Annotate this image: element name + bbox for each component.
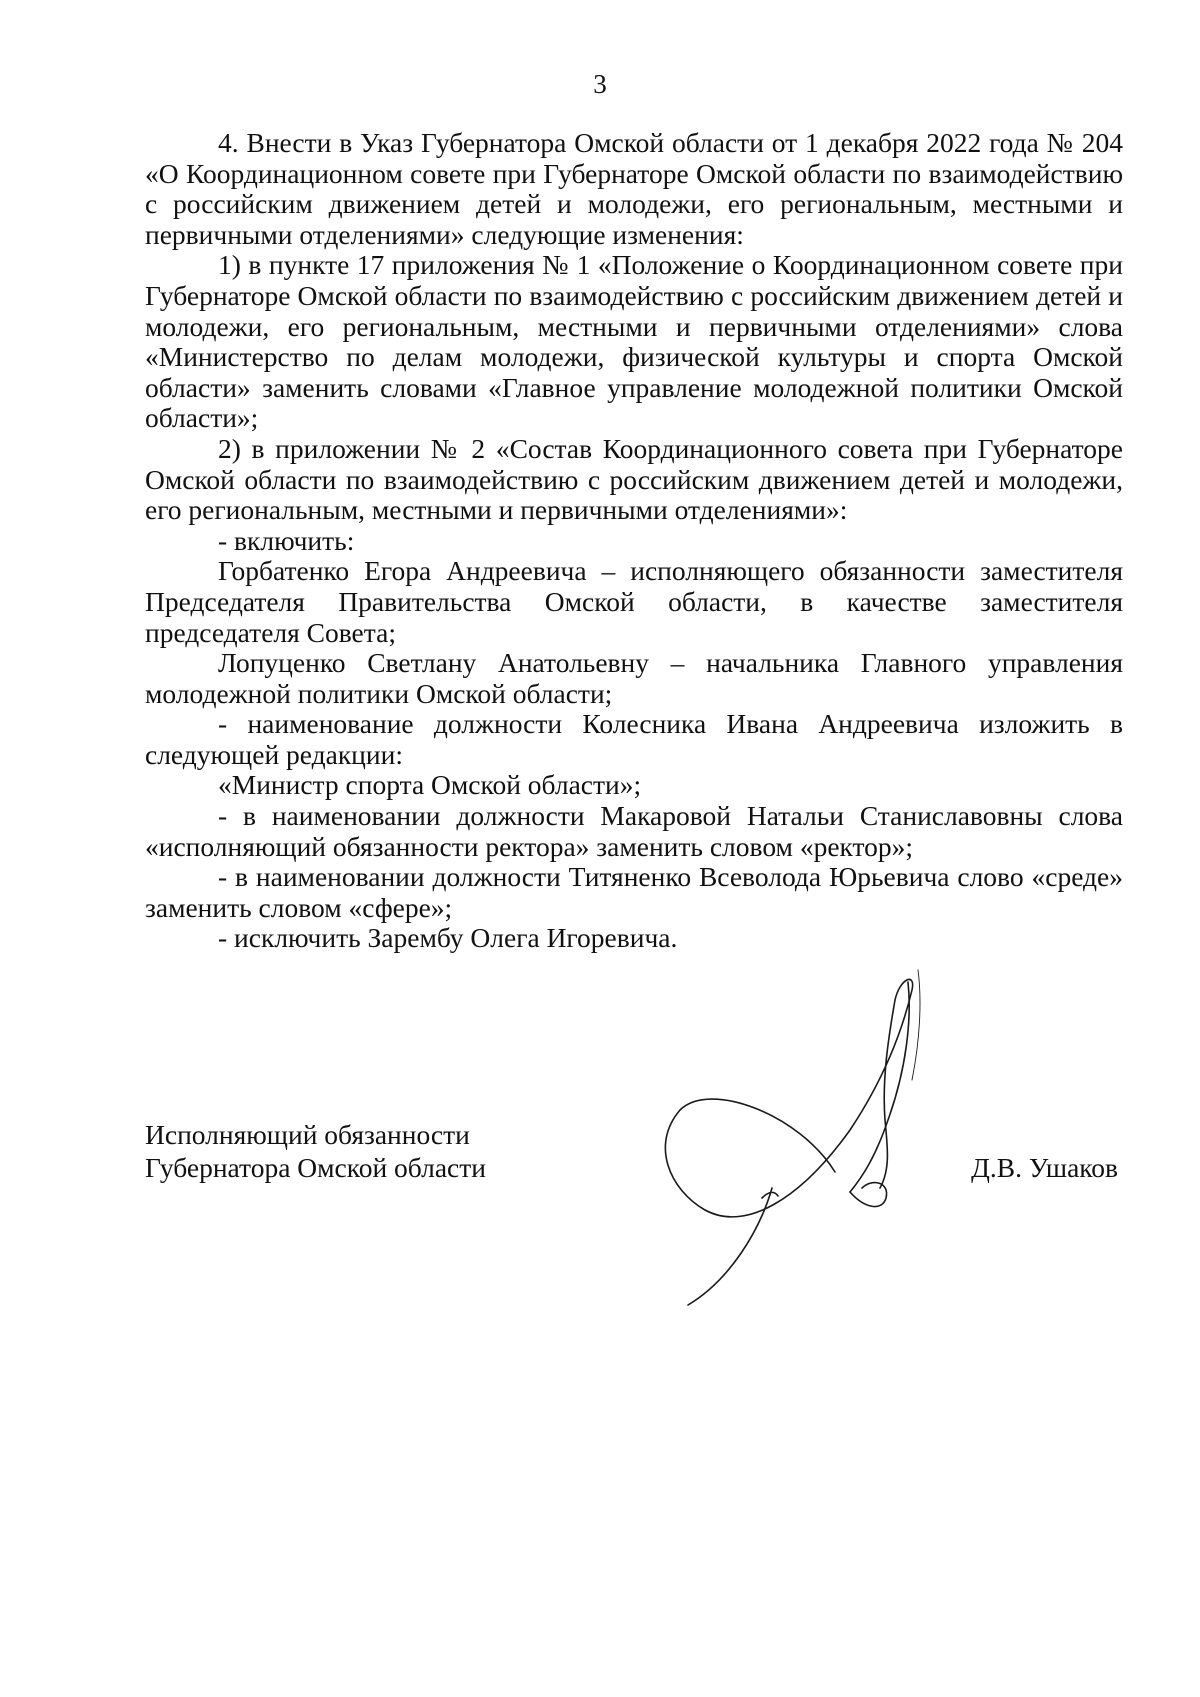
paragraph-tityanenko: - в наименовании должности Титяненко Всеволода Юрьевича слово «среде» заменить словом «сфере»; xyxy=(145,861,1123,923)
paragraph-minister-title: «Министр спорта Омской области»; xyxy=(218,769,642,801)
document-body xyxy=(145,128,1123,954)
signatory-position-line1: Исполняющий обязанности xyxy=(145,1119,470,1150)
page-number: 3 xyxy=(593,69,607,99)
paragraph-exclude: - исключить Зарембу Олега Игоревича. xyxy=(218,922,678,954)
paragraph-subitem-1: 1) в пункте 17 приложения № 1 «Положение о Координационном совете при Губернаторе Омской области по взаимодействию с российским движением детей и молодежи, его региональным, местными и первичными отделениями» слова «Министерство по делам молодежи, физической культуры и спорта Омской области» заменить словами «Главное управление молодежной политики Омской области»; xyxy=(145,249,1123,434)
signatory-name: Д.В. Ушаков xyxy=(971,1152,1118,1183)
handwritten-signature xyxy=(650,960,970,1320)
paragraph-makarova: - в наименовании должности Макаровой Натальи Станиславовны слова «исполняющий обязанности ректора» заменить словом «ректор»; xyxy=(145,800,1123,862)
paragraph-kolesnik: - наименование должности Колесника Ивана Андреевича изложить в следующей редакции: xyxy=(145,708,1123,770)
paragraph-gorbatenko: Горбатенко Егора Андреевича – исполняющего обязанности заместителя Председателя Правительства Омской области, в качестве заместителя председателя Совета; xyxy=(145,555,1123,648)
paragraph-include: - включить: xyxy=(218,524,355,556)
paragraph-item-4: 4. Внести в Указ Губернатора Омской области от 1 декабря 2022 года № 204 «О Координационном совете при Губернаторе Омской области по взаимодействию с российским движением детей и молодежи, его региональным, местными и первичными отделениями» следующие изменения: xyxy=(145,127,1123,250)
signature-strokes xyxy=(665,970,920,1305)
paragraph-loputsenko: Лопуценко Светлану Анатольевну – начальника Главного управления молодежной политики Омской области; xyxy=(145,647,1123,709)
signatory-position xyxy=(145,1118,486,1184)
signatory-position-line2: Губернатора Омской области xyxy=(145,1152,486,1183)
paragraph-subitem-2: 2) в приложении № 2 «Состав Координационного совета при Губернаторе Омской области по взаимодействию с российским движением детей и молодежи, его региональным, местными и первичными отделениями»: xyxy=(145,432,1123,526)
